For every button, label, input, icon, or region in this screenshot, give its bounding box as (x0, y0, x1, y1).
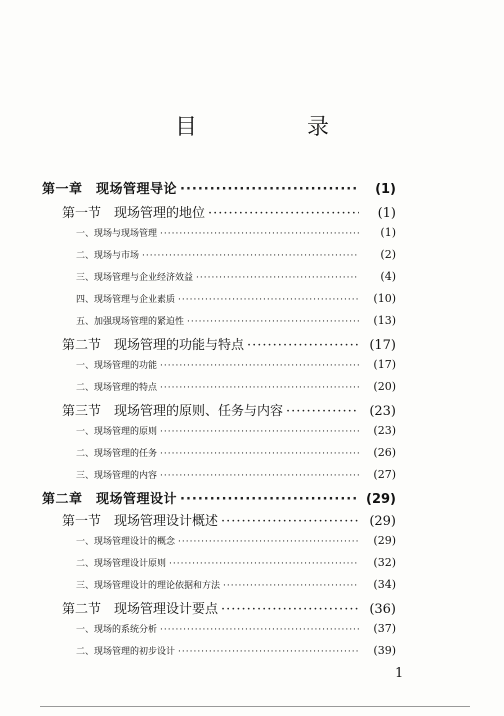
leader-dots (160, 383, 359, 393)
toc-entry-page: (1) (377, 206, 396, 221)
leader-dots (160, 471, 359, 481)
toc-entry-item[interactable] (76, 292, 396, 305)
toc-entry-label: 第一节 现场管理的地位 (62, 206, 206, 221)
toc-entry-item[interactable] (76, 556, 396, 569)
toc-entry-page: (37) (373, 622, 396, 635)
leader-dots (160, 625, 359, 635)
toc-entry-page: (17) (373, 358, 396, 371)
toc-entry-page: (23) (369, 404, 396, 419)
toc-entry-section[interactable] (62, 334, 396, 353)
toc-entry-page: (4) (380, 270, 396, 283)
toc-entry-label: 一、现场与现场管理 (76, 229, 158, 239)
leader-dots (221, 514, 359, 529)
leader-dots (208, 206, 359, 221)
toc-entry-page: (39) (373, 644, 396, 657)
leader-dots (180, 182, 359, 197)
toc-entry-item[interactable] (76, 534, 396, 547)
leader-dots (286, 404, 359, 419)
toc-entry-label: 一、现场管理设计的概念 (76, 537, 176, 547)
leader-dots (160, 361, 359, 371)
leader-dots (160, 449, 359, 459)
toc-entry-section[interactable] (62, 202, 396, 221)
toc-entry-label: 二、现场管理的特点 (76, 383, 158, 393)
toc-entry-item[interactable] (76, 270, 396, 283)
leader-dots (169, 559, 359, 569)
toc-entry-page: (1) (380, 226, 396, 239)
toc-entry-item[interactable] (76, 314, 396, 327)
toc-entry-section[interactable] (62, 510, 396, 529)
toc-entry-item[interactable] (76, 358, 396, 371)
leader-dots (221, 602, 359, 617)
toc-entry-item[interactable] (76, 644, 396, 657)
toc-entry-label: 二、现场与市场 (76, 251, 140, 261)
toc-entry-page: (13) (373, 314, 396, 327)
toc-entry-item[interactable] (76, 424, 396, 437)
toc-entry-item[interactable] (76, 248, 396, 261)
toc-entry-label: 三、现场管理与企业经济效益 (76, 273, 194, 283)
toc-entry-page: (29) (369, 514, 396, 529)
toc-entry-label: 三、现场管理的内容 (76, 471, 158, 481)
toc-entry-page: (20) (373, 380, 396, 393)
leader-dots (178, 647, 359, 657)
toc-entry-label: 二、现场管理设计原则 (76, 559, 167, 569)
toc-entry-chapter[interactable] (42, 178, 396, 197)
toc-entry-item[interactable] (76, 468, 396, 481)
toc-entry-section[interactable] (62, 598, 396, 617)
leader-dots (178, 295, 359, 305)
leader-dots (180, 492, 359, 507)
leader-dots (223, 581, 359, 591)
toc-entry-item[interactable] (76, 226, 396, 239)
toc-entry-page: (34) (373, 578, 396, 591)
toc-entry-page: (36) (369, 602, 396, 617)
toc-entry-page: (26) (373, 446, 396, 459)
page-edge-divider (40, 706, 470, 707)
toc-entry-label: 第一节 现场管理设计概述 (62, 514, 219, 529)
toc-entry-item[interactable] (76, 622, 396, 635)
toc-entry-label: 第二章 现场管理设计 (42, 492, 178, 507)
toc-entry-label: 二、现场管理的任务 (76, 449, 158, 459)
leader-dots (196, 273, 359, 283)
toc-entry-page: (17) (369, 338, 396, 353)
toc-entry-label: 五、加强现场管理的紧迫性 (76, 317, 185, 327)
leader-dots (160, 229, 359, 239)
toc-entry-page: (10) (373, 292, 396, 305)
leader-dots (178, 537, 359, 547)
toc-entry-page: (1) (375, 182, 396, 197)
toc-entry-label: 三、现场管理设计的理论依据和方法 (76, 581, 221, 591)
leader-dots (247, 338, 359, 353)
toc-entry-page: (32) (373, 556, 396, 569)
toc-entry-page: (29) (373, 534, 396, 547)
toc-entry-label: 第二节 现场管理的功能与特点 (62, 338, 245, 353)
leader-dots (142, 251, 359, 261)
toc-entry-label: 四、现场管理与企业素质 (76, 295, 176, 305)
toc-entry-section[interactable] (62, 400, 396, 419)
toc-entry-label: 一、现场的系统分析 (76, 625, 158, 635)
toc-entry-page: (29) (366, 492, 396, 507)
toc-entry-label: 一、现场管理的原则 (76, 427, 158, 437)
toc-entry-item[interactable] (76, 380, 396, 393)
toc-entry-label: 第一章 现场管理导论 (42, 182, 178, 197)
toc-entry-label: 第三节 现场管理的原则、任务与内容 (62, 404, 284, 419)
leader-dots (160, 427, 359, 437)
toc-entry-item[interactable] (76, 446, 396, 459)
toc-entry-label: 一、现场管理的功能 (76, 361, 158, 371)
toc-entry-label: 第二节 现场管理设计要点 (62, 602, 219, 617)
toc-entry-item[interactable] (76, 578, 396, 591)
page-number: 1 (395, 666, 404, 681)
toc-entry-page: (23) (373, 424, 396, 437)
toc-entry-label: 二、现场管理的初步设计 (76, 647, 176, 657)
toc-entry-page: (2) (380, 248, 396, 261)
leader-dots (187, 317, 359, 327)
toc-entry-page: (27) (373, 468, 396, 481)
toc-entry-chapter[interactable] (42, 488, 396, 507)
page-title: 目 录 (174, 115, 373, 140)
